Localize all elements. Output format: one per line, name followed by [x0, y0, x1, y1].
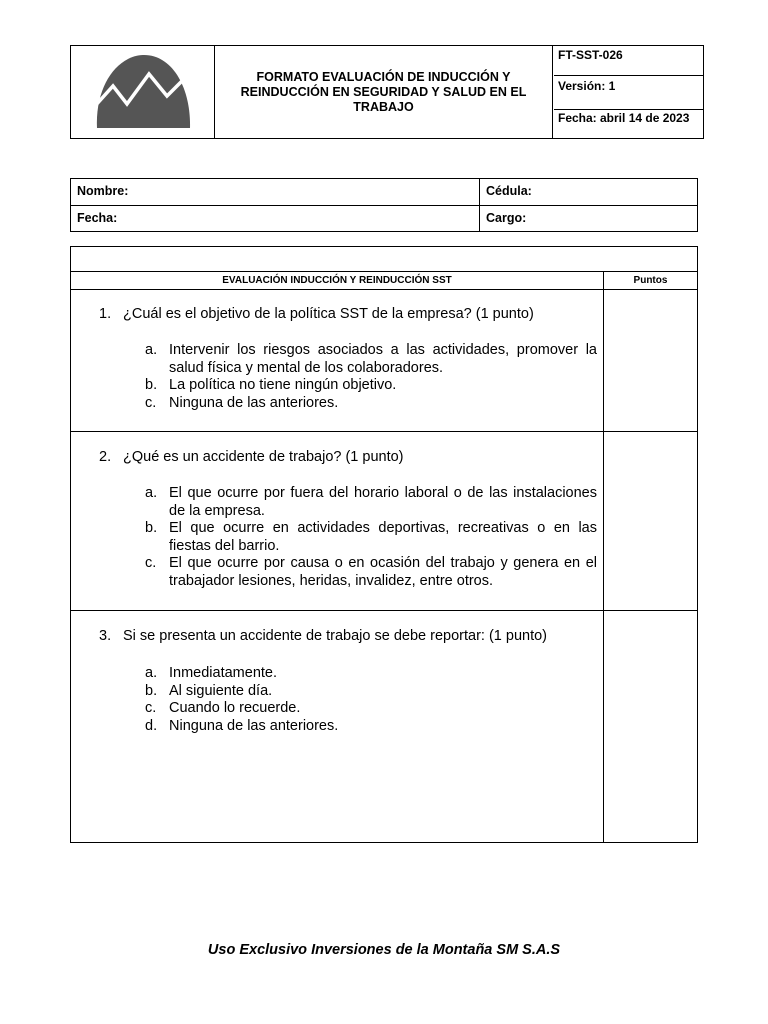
option[interactable]: d. Ninguna de las anteriores.: [145, 717, 339, 734]
question-text: ¿Cuál es el objetivo de la política SST de la empresa? (1 punto): [123, 306, 534, 322]
points-header: Puntos: [604, 272, 697, 290]
options: [145, 342, 597, 412]
option[interactable]: c. El que ocurre por causa o en ocasión del trabajo y genera en el trabajador lesiones, heridas, invalidez, entre otros.: [145, 555, 597, 589]
question-3: [71, 611, 604, 842]
question-text: Si se presenta un accidente de trabajo se debe reportar: (1 punto): [123, 628, 547, 644]
form-version: Versión: 1: [554, 76, 703, 110]
cargo-field[interactable]: Cargo:: [480, 205, 697, 231]
document-header: [70, 45, 704, 139]
options: [145, 665, 597, 735]
form-meta: [554, 46, 703, 138]
option[interactable]: a. Intervenir los riesgos asociados a las actividades, promover la salud física y mental de los colaboradores.: [145, 342, 597, 376]
option[interactable]: c. Cuando lo recuerde.: [145, 700, 301, 716]
option[interactable]: b. Al siguiente día.: [145, 682, 273, 699]
form-title: FORMATO EVALUACIÓN DE INDUCCIÓN Y REINDUCCIÓN EN SEGURIDAD Y SALUD EN EL TRABAJO: [215, 46, 553, 138]
evaluation-table: [70, 246, 698, 843]
option[interactable]: a. Inmediatamente.: [145, 665, 278, 681]
option[interactable]: b. El que ocurre en actividades deportivas, recreativas o en las fiestas del barrio.: [145, 520, 597, 554]
cedula-field[interactable]: Cédula:: [486, 184, 532, 198]
points-cell[interactable]: [604, 290, 697, 432]
points-cell[interactable]: [604, 432, 697, 611]
logo-cell: [71, 46, 215, 138]
info-table: [70, 178, 698, 232]
option[interactable]: b. La política no tiene ningún objetivo.: [145, 377, 397, 393]
footer-text: Uso Exclusivo Inversiones de la Montaña SM S.A.S: [207, 942, 561, 958]
blank-row: [71, 247, 697, 272]
company-logo: [71, 46, 215, 138]
fecha-field[interactable]: Fecha:: [71, 205, 480, 231]
form-date: Fecha: abril 14 de 2023: [558, 111, 690, 125]
option[interactable]: a. El que ocurre por fuera del horario laboral o de las instalaciones de la empresa.: [145, 485, 597, 519]
options: [145, 485, 597, 590]
points-cell[interactable]: [604, 611, 697, 842]
question-2: [71, 432, 604, 611]
question-text: ¿Qué es un accidente de trabajo? (1 punto): [123, 449, 404, 465]
option[interactable]: c. Ninguna de las anteriores.: [145, 394, 339, 411]
question-1: [71, 290, 604, 432]
form-code: FT-SST-026: [554, 46, 703, 76]
question-number: 2.: [99, 449, 112, 465]
evaluation-header: EVALUACIÓN INDUCCIÓN Y REINDUCCIÓN SST: [71, 272, 604, 290]
question-number: 3.: [99, 628, 112, 644]
nombre-field[interactable]: Nombre:: [71, 179, 480, 205]
question-number: 1.: [99, 306, 112, 322]
